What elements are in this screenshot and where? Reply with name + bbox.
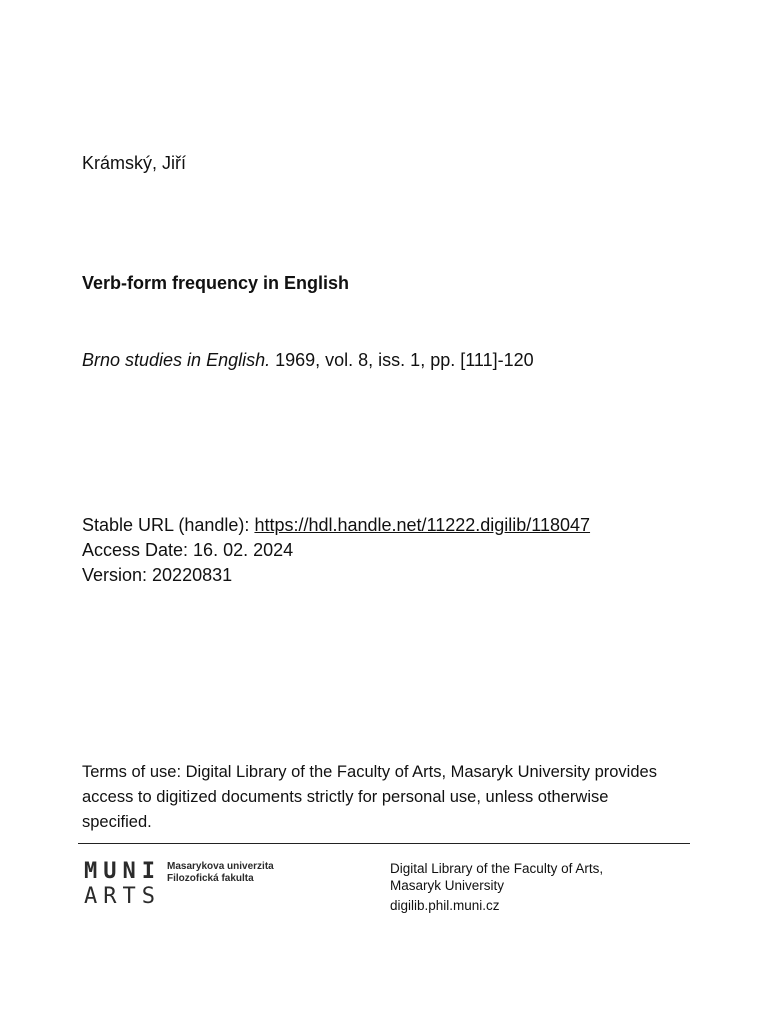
logo-university-name: Masarykova univerzita: [167, 861, 274, 872]
access-date: Access Date: 16. 02. 2024: [82, 540, 294, 560]
document-title: Verb-form frequency in English: [82, 273, 350, 293]
journal-name: Brno studies in English.: [82, 350, 271, 370]
author-name: Krámský, Jiří: [82, 153, 187, 173]
version: Version: 20220831: [82, 565, 233, 585]
library-website[interactable]: digilib.phil.muni.cz: [390, 898, 500, 913]
stable-url-link[interactable]: https://hdl.handle.net/11222.digilib/118047: [254, 515, 591, 535]
logo-faculty-name: Filozofická fakulta: [167, 873, 254, 884]
muni-arts-logo: [84, 860, 294, 910]
library-name-line1: Digital Library of the Faculty of Arts,: [390, 861, 604, 876]
library-name-line2: Masaryk University: [390, 878, 505, 893]
footer-divider: [78, 843, 690, 844]
terms-of-use: Terms of use: Digital Library of the Faculty of Arts, Masaryk University provides access to digitized documents strictly for personal use, unless otherwise specified.: [82, 763, 657, 831]
citation: [82, 350, 534, 371]
logo-muni-text: MUNI: [84, 859, 161, 884]
logo-arts-text: ARTS: [84, 884, 161, 909]
stable-url-label: Stable URL (handle):: [82, 515, 255, 535]
citation-details: 1969, vol. 8, iss. 1, pp. [111]-120: [270, 350, 534, 370]
library-name: [390, 860, 650, 894]
stable-url-line: [82, 513, 590, 538]
record-metadata: [82, 513, 590, 588]
